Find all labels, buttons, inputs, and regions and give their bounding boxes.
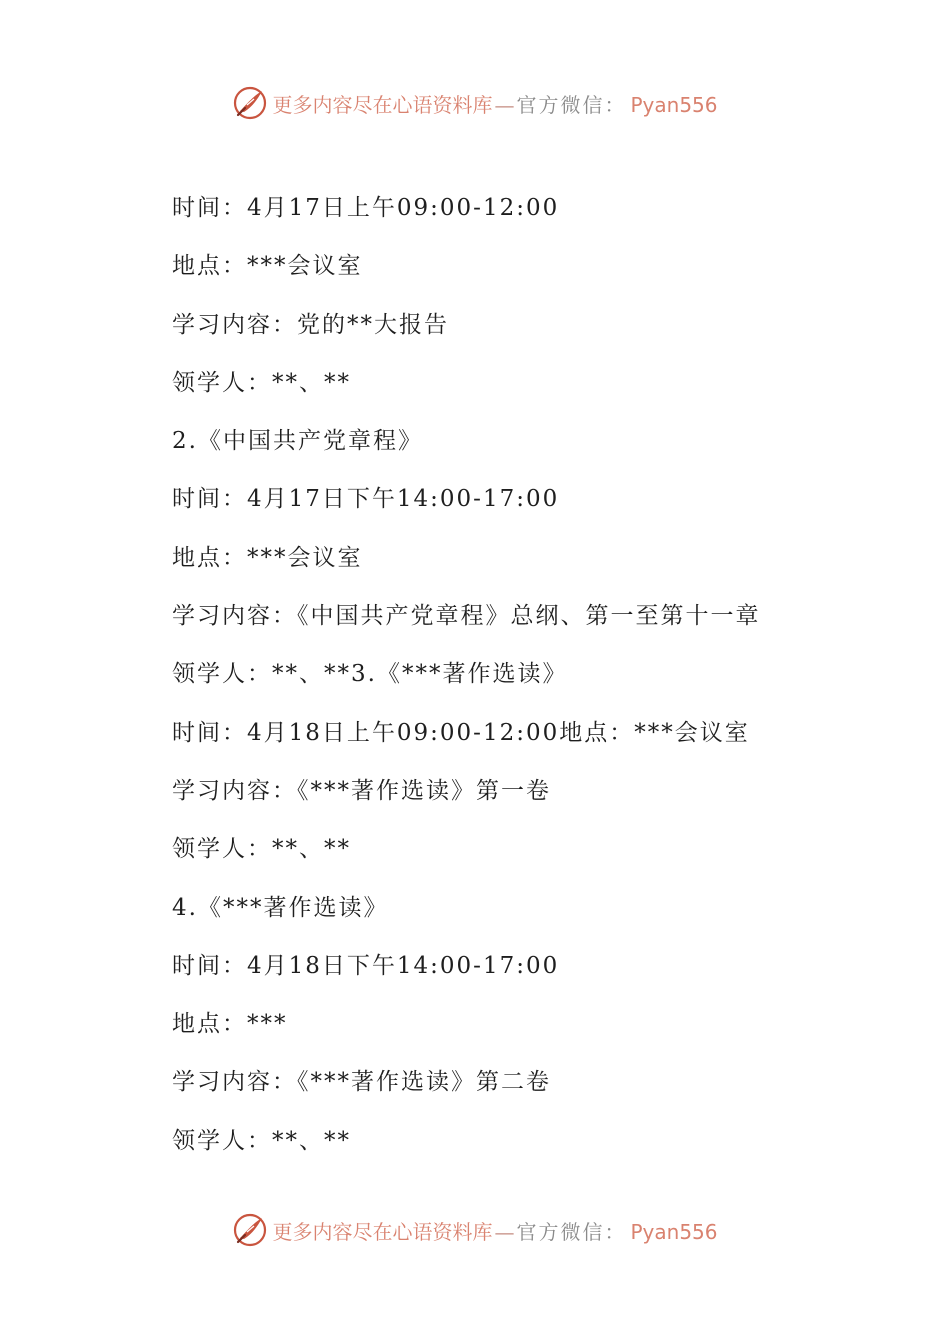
text-line: 学习内容：《中国共产党章程》总纲、第一至第十一章 [172,603,761,630]
text-line: 地点：***会议室 [172,544,363,571]
text-line: 时间：4月18日上午09:00-12:00地点：***会议室 [172,719,750,746]
quill-pen-logo-icon [232,85,268,121]
footer-banner-text [272,1216,717,1245]
text-line: 时间：4月18日下午14:00-17:00 [172,952,560,979]
footer-dash: — [494,1219,515,1244]
header-main-text: 更多内容尽在心语资料库 [272,92,493,117]
text-line: 领学人：**、**3.《***著作选读》 [172,661,568,688]
text-line: 地点：*** [172,1011,288,1038]
header-dash: — [494,92,515,117]
text-line: 学习内容：党的**大报告 [172,311,449,338]
header-wechat-id: Pyan556 [630,92,718,117]
text-line: 领学人：**、** [172,369,351,396]
text-line: 领学人：**、** [172,1127,351,1154]
header-banner [0,83,950,123]
text-line: 时间：4月17日上午09:00-12:00 [172,195,560,221]
header-banner-text [272,89,717,118]
quill-pen-logo-icon [232,1212,268,1248]
footer-banner [0,1210,950,1250]
header-wechat-label: 官方微信： [516,92,627,117]
text-line: 时间：4月17日下午14:00-17:00 [172,486,560,513]
text-line: 学习内容：《***著作选读》第二卷 [172,1069,551,1096]
footer-wechat-label: 官方微信： [516,1219,627,1244]
text-line: 地点：***会议室 [172,253,363,280]
footer-wechat-id: Pyan556 [630,1219,718,1244]
section-heading: 2.《中国共产党章程》 [172,428,423,455]
document-body [172,188,892,1179]
text-line: 领学人：**、** [172,836,351,863]
footer-main-text: 更多内容尽在心语资料库 [272,1219,493,1244]
text-line: 学习内容：《***著作选读》第一卷 [172,777,551,804]
section-heading: 4.《***著作选读》 [172,894,389,921]
